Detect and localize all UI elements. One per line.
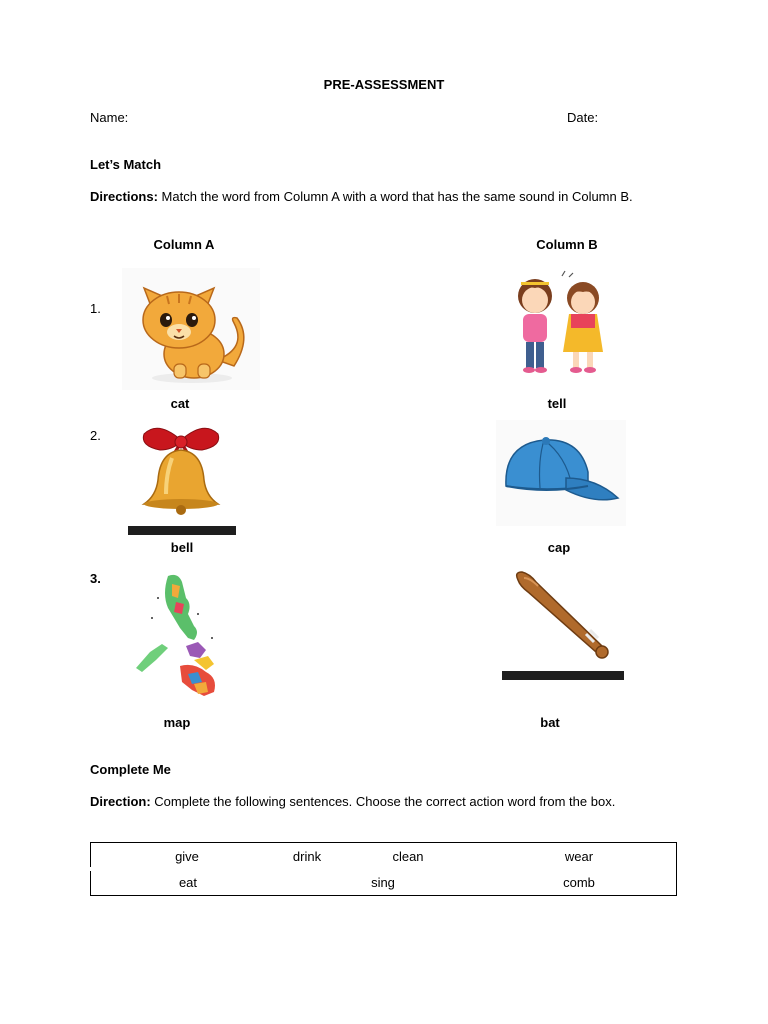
section-heading-complete-me: Complete Me [90, 762, 171, 777]
word-b: bat [540, 715, 560, 730]
direction-text: Complete the following sentences. Choose the correct action word from the box. [150, 794, 616, 809]
word-choice: drink [292, 849, 322, 864]
word-choice: clean [392, 849, 424, 864]
bell-icon [138, 424, 224, 516]
item-number: 1. [90, 301, 101, 316]
word-box [90, 842, 677, 896]
column-a-heading: Column A [153, 237, 215, 252]
directions-text: Match the word from Column A with a word that has the same sound in Column B. [157, 189, 633, 204]
bell-watermark-bar [128, 526, 236, 535]
item-number: 3. [90, 571, 101, 586]
word-b: cap [547, 540, 571, 555]
word-choice: comb [563, 875, 595, 890]
date-label: Date: [567, 110, 599, 125]
page-title: PRE-ASSESSMENT [323, 77, 445, 92]
word-a: bell [170, 540, 194, 555]
word-choice: give [175, 849, 199, 864]
word-box-border [90, 843, 91, 867]
cap-icon [496, 420, 626, 526]
word-a: map [163, 715, 191, 730]
name-label: Name: [90, 110, 129, 125]
kids-telling-icon [507, 268, 611, 380]
word-box-border [90, 871, 91, 895]
section-heading-lets-match: Let’s Match [90, 157, 162, 172]
cat-icon [122, 268, 260, 390]
map-icon [128, 568, 228, 704]
word-choice: wear [564, 849, 594, 864]
directions-label: Directions: [90, 189, 158, 204]
bat-icon [508, 566, 624, 666]
complete-direction [90, 794, 730, 809]
match-directions [90, 189, 730, 204]
word-choice: eat [178, 875, 198, 890]
item-number: 2. [90, 428, 101, 443]
word-b: tell [547, 396, 567, 411]
word-box-border [676, 843, 677, 895]
direction-label: Direction: [90, 794, 151, 809]
word-choice: sing [371, 875, 395, 890]
bat-watermark-bar [502, 671, 624, 680]
column-b-heading: Column B [536, 237, 598, 252]
word-a: cat [170, 396, 190, 411]
